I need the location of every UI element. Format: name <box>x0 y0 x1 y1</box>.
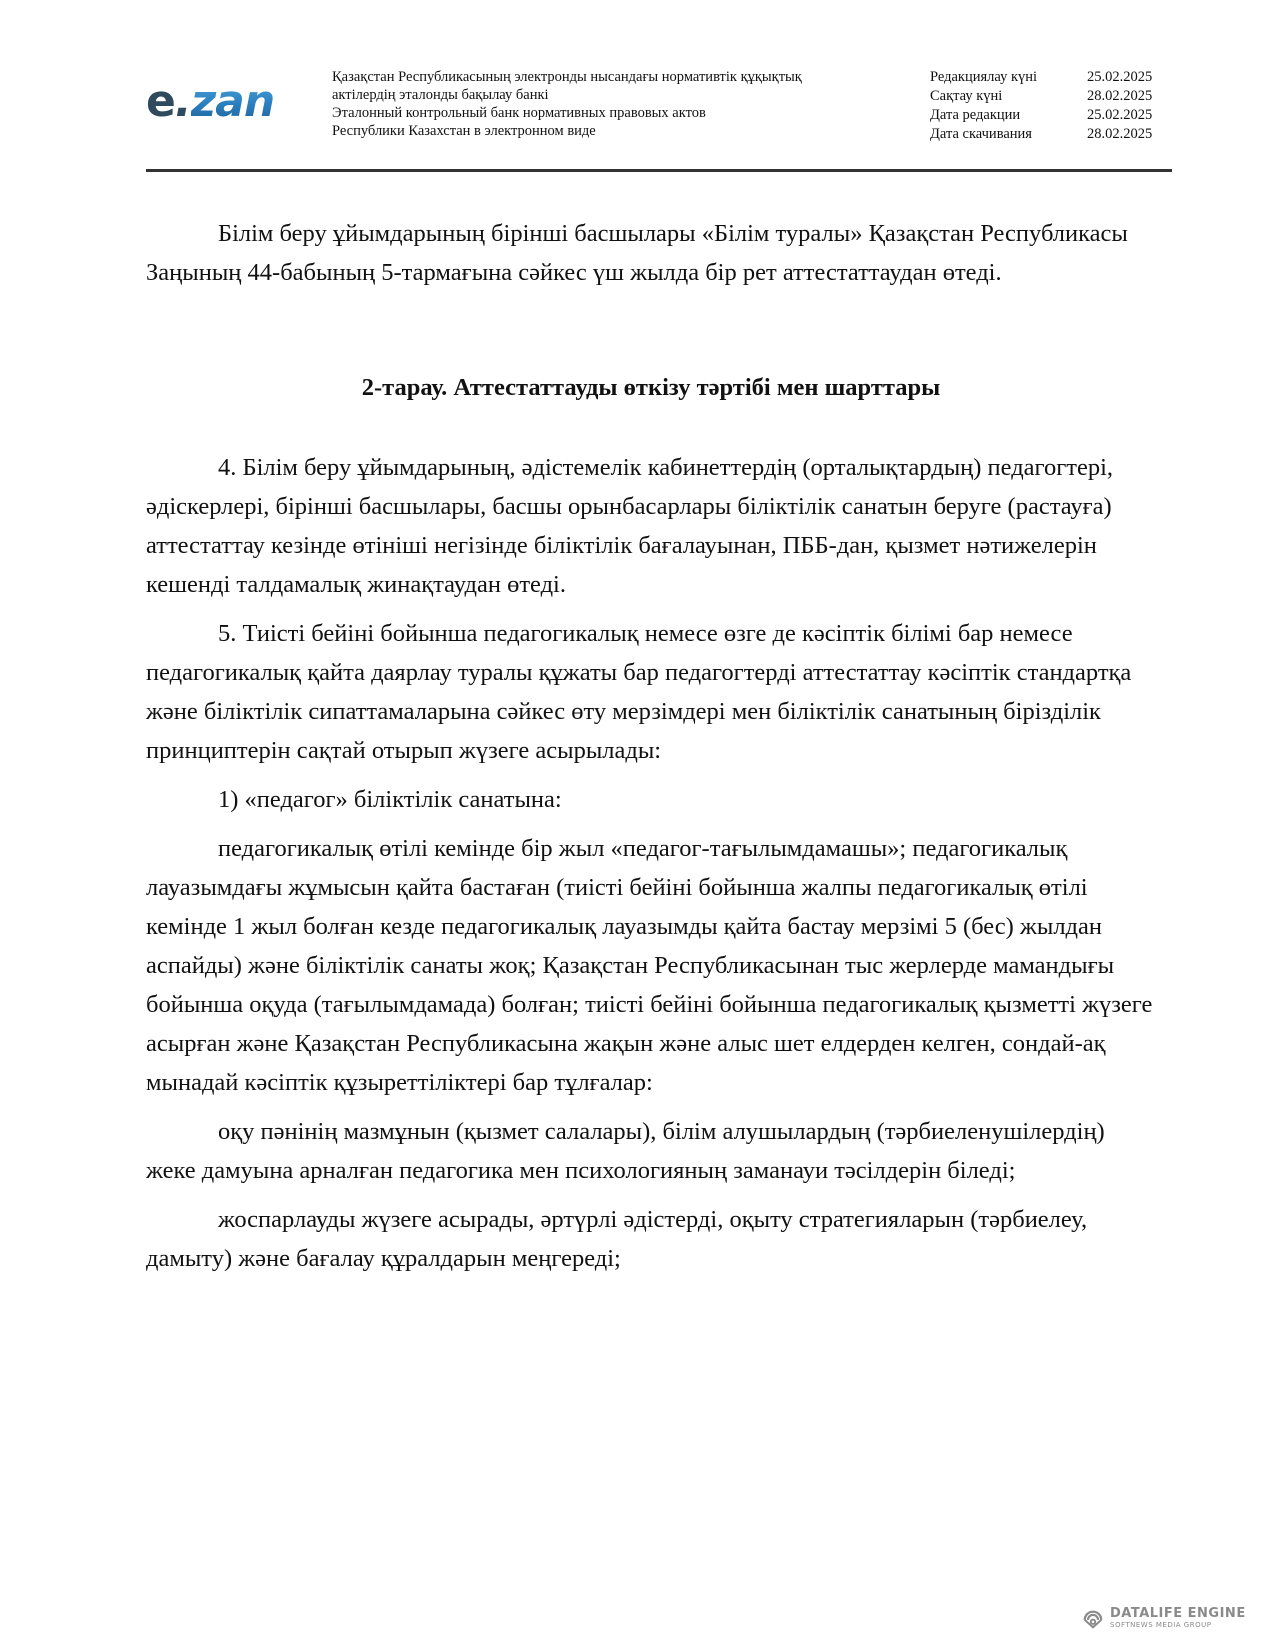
paragraph-competence-2: жоспарлауды жүзеге асырады, әртүрлі әдістерді, оқыту стратегияларын (тәрбиелеу, дамыту) және бағалау құралдарын меңгереді; <box>146 1206 1088 1272</box>
meta-row-edit-date-kz <box>930 68 1167 87</box>
logo-e: e <box>146 76 175 127</box>
datalife-watermark <box>1082 1607 1246 1630</box>
header-title <box>332 68 892 140</box>
meta-row-edit-date-ru <box>930 106 1167 125</box>
meta-value: 25.02.2025 <box>1087 69 1153 85</box>
header-title-line: Қазақстан Республикасының электронды нысандағы нормативтік құқықтық <box>332 69 802 85</box>
watermark-subtitle: SOFTNEWS MEDIA GROUP <box>1110 1621 1212 1629</box>
meta-row-save-date-kz <box>930 87 1167 106</box>
paragraph-5: 5. Тиісті бейіні бойынша педагогикалық немесе өзге де кәсіптік білімі бар немесе педагогикалық қайта даярлау туралы құжаты бар педагогтерді аттестаттау кәсіптік стандартқа және біліктілік сипаттамаларына сәйкес өту мерзімдері мен біліктілік санатының бірізділік принциптерін сақтай отырып жүзеге асырылады: <box>146 620 1132 764</box>
paragraph-criteria: педагогикалық өтілі кемінде бір жыл «педагог-тағылымдамашы»; педагогикалық лауазымдағы жұмысын қайта бастаған (тиісті бейіні бойынша жалпы педагогикалық өтілі кемінде 1 жыл болған кезде педагогикалық лауазымды қайта бастау мерзімі 5 (бес) жылдан аспайды) және біліктілік санаты жоқ; Қазақстан Республикасынан тыс жерлерде мамандығы бойынша оқуда (тағылымдамада) болған; тиісті бейіні бойынша педагогикалық қызметті жүзеге асырған және Қазақстан Республикасына жақын және алыс шет елдерден келген, сондай-ақ мынадай кәсіптік құзыреттіліктері бар тұлғалар: <box>146 835 1153 1096</box>
watermark-title: DATALIFE ENGINE <box>1110 1606 1246 1621</box>
meta-value: 28.02.2025 <box>1087 88 1153 104</box>
meta-row-download-date-ru <box>930 125 1167 144</box>
meta-value: 28.02.2025 <box>1087 126 1153 142</box>
intro-paragraph: Білім беру ұйымдарының бірінші басшылары «Білім туралы» Қазақстан Республикасы Заңының 44-бабының 5-тармағына сәйкес үш жылда бір рет аттестаттаудан өтеді. <box>146 220 1128 286</box>
ezan-logo <box>146 76 291 128</box>
header-title-line: актілердің эталонды бақылау банкі <box>332 87 549 103</box>
header-divider <box>146 169 1172 172</box>
header-title-line: Эталонный контрольный банк нормативных правовых актов <box>332 105 706 121</box>
header-meta <box>930 68 1167 144</box>
section-heading: 2-тарау. Аттестаттауды өткізу тәртібі мен шарттары <box>361 374 941 401</box>
meta-label: Сақтау күні <box>930 88 1003 104</box>
logo-zan: zan <box>190 76 275 127</box>
document-body <box>146 214 1156 1278</box>
paragraph-4: 4. Білім беру ұйымдарының, әдістемелік кабинеттердің (орталықтардың) педагогтері, әдіскерлері, бірінші басшылары, басшы орынбасарлары біліктілік санатын беруге (растауға) аттестаттау кезінде өтініші негізінде біліктілік бағалауынан, ПББ-дан, қызмет нәтижелерін кешенді талдамалық жинақтаудан өтеді. <box>146 454 1114 598</box>
subitem-1: 1) «педагог» біліктілік санатына: <box>218 786 562 813</box>
meta-label: Дата редакции <box>930 107 1021 123</box>
paragraph-competence-1: оқу пәнінің мазмұнын (қызмет салалары), білім алушылардың (тәрбиеленушілердің) жеке дамуына арналған педагогика мен психологияның заманауи тәсілдерін біледі; <box>146 1118 1105 1184</box>
meta-label: Редакциялау күні <box>930 69 1038 85</box>
header-title-line: Республики Казахстан в электронном виде <box>332 123 596 139</box>
meta-value: 25.02.2025 <box>1087 107 1153 123</box>
logo-dot: . <box>174 76 191 127</box>
datalife-logo-icon <box>1082 1608 1104 1630</box>
meta-label: Дата скачивания <box>930 126 1032 142</box>
